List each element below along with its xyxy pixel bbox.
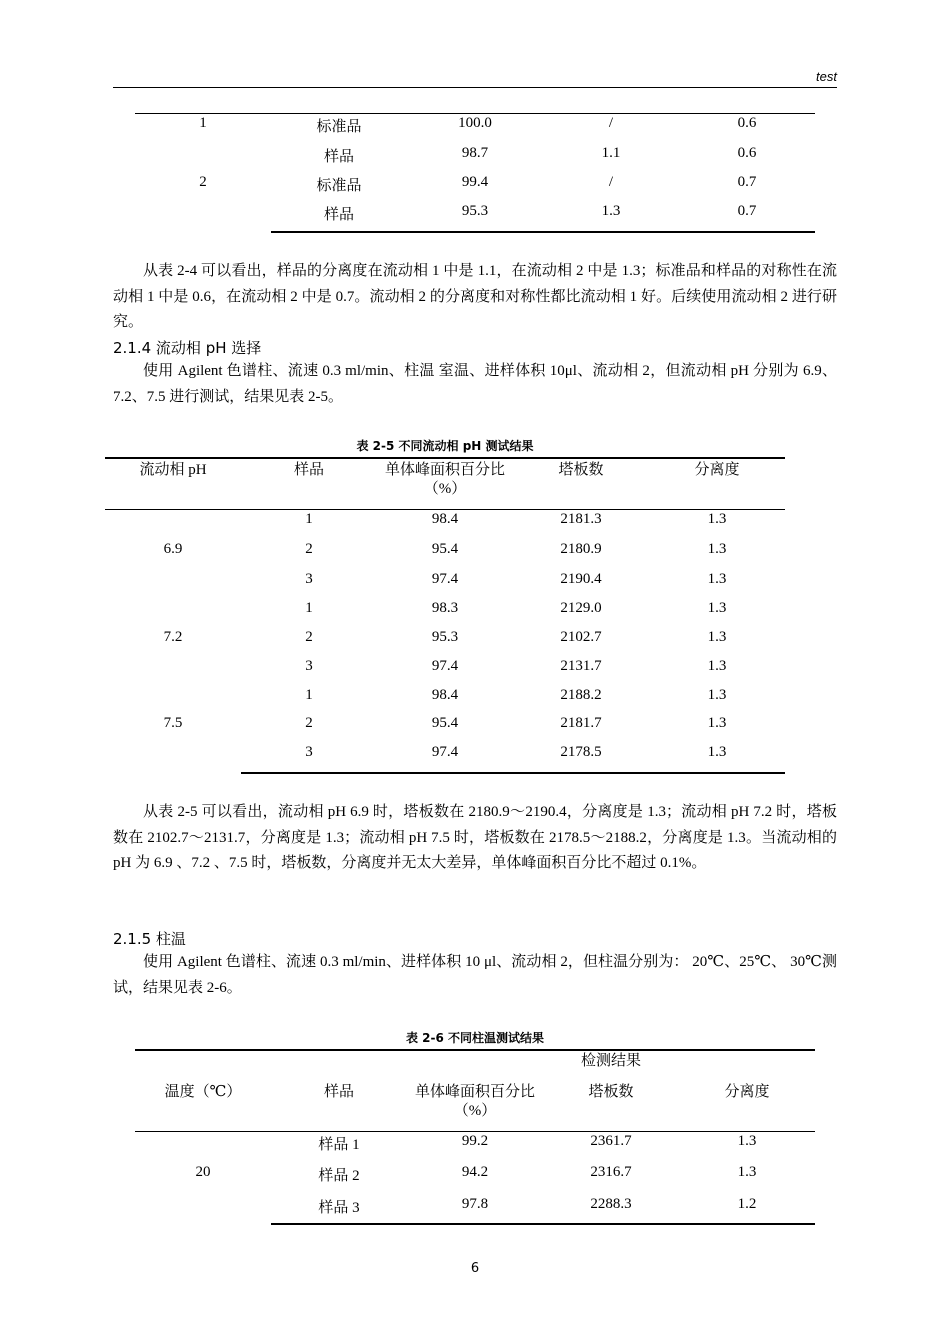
paragraph-4: 使用 Agilent 色谱柱、流速 0.3 ml/min、进样体积 10 μl、流动相 2，但柱温分别为： 20℃、25℃、 30℃测试，结果见表 2-6。: [113, 954, 837, 996]
table-cell: 1: [305, 687, 313, 703]
table-cell: 1.3: [707, 687, 727, 703]
table-2-5-caption: 表 2-5 不同流动相 pH 测试结果: [356, 439, 534, 453]
table-cell: 2188.2: [560, 687, 602, 703]
table-cell: 2190.4: [560, 571, 602, 587]
table-cell: 1.3: [707, 571, 727, 587]
table-group-cell: 6.9: [163, 541, 183, 557]
table-cell: 3: [305, 744, 313, 760]
table-cell: 99.2: [461, 1133, 489, 1149]
table-cell: 2: [199, 174, 207, 190]
table-cell: /: [608, 174, 614, 190]
table-cell: 2129.0: [560, 600, 602, 616]
section-heading-2-1-4: 2.1.4 流动相 pH 选择: [113, 339, 262, 357]
table-cell: 2102.7: [560, 629, 602, 645]
table-cell: 标准品: [316, 119, 362, 135]
table-header-cell: 单体峰面积百分比（%）: [414, 1084, 535, 1119]
table-cell: 94.2: [461, 1164, 489, 1180]
paragraph-1: 从表 2-4 可以看出，样品的分离度在流动相 1 中是 1.1，在流动相 2 中是 1.3；标准品和样品的对称性在流动相 1 中是 0.6，在流动相 2 中是 0.7。流动相 2 的分离度和对称性都比流动相 1 好。后续使用流动相 2 进行研究。: [113, 263, 837, 330]
table-cell: 2131.7: [560, 658, 602, 674]
table-cell: 1: [199, 115, 207, 131]
table-cell: 1.3: [707, 511, 727, 527]
table-cell: 0.7: [737, 174, 757, 190]
table-cell: 1: [305, 600, 313, 616]
table-cell: 0.7: [737, 203, 757, 219]
table-header-cell: 样品: [323, 1084, 354, 1100]
table-cell: 2361.7: [590, 1133, 632, 1149]
table-group-header-cell: 检测结果: [580, 1053, 641, 1069]
table-group-cell: 7.2: [163, 629, 183, 645]
table-header-cell: 单体峰面积百分比（%）: [385, 462, 506, 497]
table-cell: 样品: [323, 149, 354, 165]
table-cell: 2180.9: [560, 541, 602, 557]
paragraph-3: 从表 2-5 可以看出，流动相 pH 6.9 时，塔板数在 2180.9～2190.4，分离度是 1.3；流动相 pH 7.2 时，塔板数在 2102.7～2131.7，分离度是 1.3；流动相 pH 7.5 时，塔板数在 2178.5～2188.2，分离度是 1.3。当流动相的 pH 为 6.9 、7.2 、7.5 时，塔板数，分离度并无太大差异，单体峰面积百分比不超过 0.1%。: [113, 804, 837, 871]
table-2-6-header-rule: [135, 1131, 815, 1132]
table-header-cell: 塔板数: [558, 462, 604, 478]
table-cell: 样品: [323, 207, 354, 223]
table-2-6-bottom-rule: [271, 1223, 815, 1225]
table-bottom-rule: [271, 231, 815, 233]
table-cell: 1.3: [707, 541, 727, 557]
table-cell: 样品 3: [318, 1200, 360, 1216]
table-2-5-header-rule: [105, 509, 785, 510]
table-cell: 95.4: [431, 541, 459, 557]
table-cell: 2: [305, 629, 313, 645]
table-cell: 0.6: [737, 145, 757, 161]
table-header-cell: 温度（℃）: [164, 1084, 242, 1100]
table-cell: 2316.7: [590, 1164, 632, 1180]
table-cell: 95.3: [461, 203, 489, 219]
table-2-5-top-rule: [105, 457, 785, 459]
table-cell: 标准品: [316, 178, 362, 194]
table-cell: 2288.3: [590, 1196, 632, 1212]
table-cell: 95.3: [431, 629, 459, 645]
table-cell: 3: [305, 658, 313, 674]
table-2-6-caption: 表 2-6 不同柱温测试结果: [405, 1031, 545, 1045]
table-cell: 1: [305, 511, 313, 527]
table-cell: 2: [305, 715, 313, 731]
table-top-rule: [135, 113, 815, 114]
table-cell: 100.0: [458, 115, 492, 131]
table-cell: 样品 2: [318, 1168, 360, 1184]
section-heading-2-1-5: 2.1.5 柱温: [113, 930, 186, 948]
page-number: 6: [470, 1261, 480, 1276]
table-group-cell: 7.5: [163, 715, 183, 731]
table-cell: 2178.5: [560, 744, 602, 760]
table-cell: 样品 1: [318, 1137, 360, 1153]
table-cell: 2181.7: [560, 715, 602, 731]
table-cell: 98.4: [431, 511, 459, 527]
table-cell: 1.2: [737, 1196, 757, 1212]
running-header: test: [816, 69, 837, 84]
table-cell: 1.3: [601, 203, 621, 219]
table-cell: 98.3: [431, 600, 459, 616]
table-cell: 1.3: [707, 744, 727, 760]
table-cell: 2181.3: [560, 511, 602, 527]
table-cell: 1.3: [707, 715, 727, 731]
table-header-cell: 样品: [293, 462, 324, 478]
table-cell: 1.1: [601, 145, 621, 161]
table-cell: 98.4: [431, 687, 459, 703]
table-2-5-bottom-rule: [241, 772, 785, 774]
table-cell: 98.7: [461, 145, 489, 161]
table-cell: 1.3: [707, 600, 727, 616]
table-cell: 99.4: [461, 174, 489, 190]
table-cell: 3: [305, 571, 313, 587]
table-cell: /: [608, 115, 614, 131]
table-cell: 97.4: [431, 571, 459, 587]
table-cell: 97.8: [461, 1196, 489, 1212]
table-header-cell: 流动相 pH: [139, 462, 207, 478]
table-cell: 1.3: [707, 658, 727, 674]
table-header-cell: 分离度: [694, 462, 740, 478]
paragraph-2: 使用 Agilent 色谱柱、流速 0.3 ml/min、柱温 室温、进样体积 10μl、流动相 2，但流动相 pH 分别为 6.9、7.2、7.5 进行测试，结果见表 2-5。: [113, 363, 837, 405]
table-group-cell: 20: [195, 1164, 211, 1180]
table-cell: 97.4: [431, 744, 459, 760]
table-cell: 95.4: [431, 715, 459, 731]
header-rule: [113, 87, 837, 88]
table-header-cell: 分离度: [724, 1084, 770, 1100]
table-2-6-top-rule: [135, 1049, 815, 1051]
table-cell: 1.3: [737, 1133, 757, 1149]
table-header-cell: 塔板数: [588, 1084, 634, 1100]
table-cell: 0.6: [737, 115, 757, 131]
table-cell: 1.3: [707, 629, 727, 645]
table-cell: 2: [305, 541, 313, 557]
table-cell: 97.4: [431, 658, 459, 674]
table-cell: 1.3: [737, 1164, 757, 1180]
